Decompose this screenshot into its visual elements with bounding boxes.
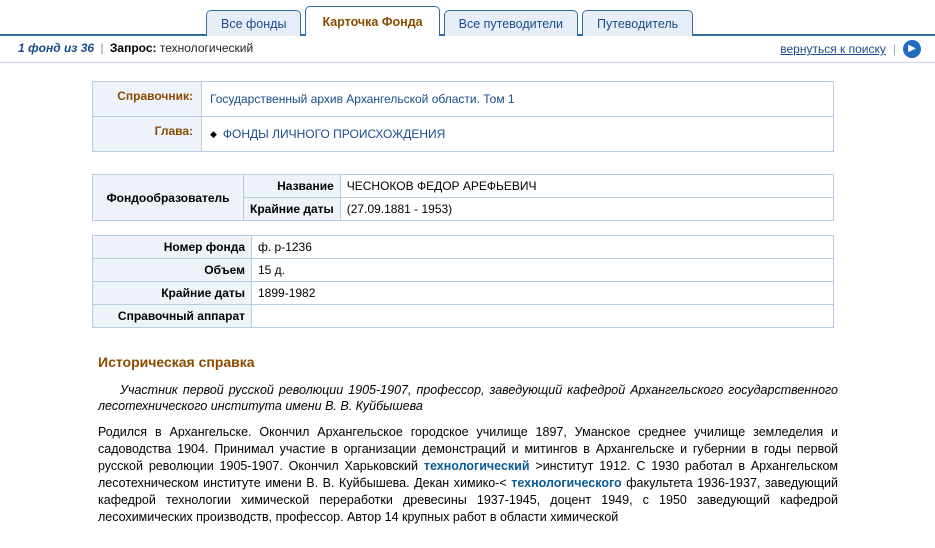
chapter-value-cell — [202, 117, 834, 152]
back-to-search-link[interactable]: вернуться к поиску — [780, 42, 886, 56]
fund-details-table — [92, 235, 834, 328]
creator-table — [92, 174, 834, 221]
tab-guide[interactable]: Путеводитель — [582, 10, 693, 36]
query-label: Запрос: — [109, 41, 157, 55]
table-row — [93, 282, 834, 305]
body-text-3: факультета 1936-1937, заведующий кафедрой технологии химической переработки древесины 1937-1945, доцент 1949, с 1950 заведующий кафедрой лесохимических производств, профессор. Автор 14 крупных работ в области химической — [98, 476, 838, 524]
reference-table — [92, 81, 834, 152]
search-summary — [18, 41, 253, 55]
fund-apparatus-value — [252, 305, 834, 328]
creator-row-label: Фондообразователь — [93, 175, 244, 221]
historical-note-body — [98, 424, 838, 526]
historical-note-lead: Участник первой русской революции 1905-1907, профессор, заведующий кафедрой Архангельского государственного лесотехнического института имени В. В. Куйбышева — [98, 383, 838, 413]
table-row — [93, 305, 834, 328]
summary-separator: | — [100, 41, 104, 55]
sub-header-actions — [780, 40, 921, 58]
tab-fund-card[interactable]: Карточка Фонда — [305, 6, 439, 36]
sub-header — [0, 36, 935, 63]
creator-name-label: Название — [244, 175, 341, 198]
highlight-term-2: технологического — [511, 476, 622, 490]
table-row — [93, 117, 834, 152]
tab-bar — [0, 0, 935, 36]
diamond-bullet-icon: ◆ — [210, 129, 217, 139]
body-text-2: >институт 1912. С 1930 работал в Архангельском лесотехническом институте имени В. В. Куйбышева. Декан химико-< — [98, 459, 838, 490]
content-area — [0, 81, 935, 526]
result-count: 1 фонд из 36 — [18, 41, 95, 55]
body-text-1: Родился в Архангельске. Окончил Архангельское городское училище 1897, Уманское среднее училище земледелия и садоводства 1904. Принимал участие в организации демонстраций и митингов в Архангельске и губернии в годы первой русской революции 1905-1907. Окончил Харьковский — [98, 425, 838, 473]
fund-dates-label: Крайние даты — [93, 282, 252, 305]
fund-apparatus-label: Справочный аппарат — [93, 305, 252, 328]
creator-dates-value: (27.09.1881 - 1953) — [340, 198, 833, 221]
table-row — [93, 82, 834, 117]
fund-number-value: ф. р-1236 — [252, 236, 834, 259]
actions-divider: | — [892, 42, 896, 56]
creator-dates-label: Крайние даты — [244, 198, 341, 221]
tab-all-funds[interactable]: Все фонды — [206, 10, 301, 36]
tab-all-guides[interactable]: Все путеводители — [444, 10, 578, 36]
query-value: технологический — [159, 41, 254, 55]
fund-volume-label: Объем — [93, 259, 252, 282]
fund-volume-value: 15 д. — [252, 259, 834, 282]
fund-dates-value: 1899-1982 — [252, 282, 834, 305]
highlight-term-1: технологический — [423, 459, 530, 473]
table-row — [93, 236, 834, 259]
guide-value[interactable]: Государственный архив Архангельской области. Том 1 — [202, 82, 834, 117]
fund-number-label: Номер фонда — [93, 236, 252, 259]
table-row — [93, 175, 834, 198]
chapter-value[interactable]: ФОНДЫ ЛИЧНОГО ПРОИСХОЖДЕНИЯ — [222, 127, 446, 141]
table-row — [93, 259, 834, 282]
next-arrow-icon[interactable]: ▶ — [903, 40, 921, 58]
guide-label: Справочник: — [93, 82, 202, 117]
chapter-label: Глава: — [93, 117, 202, 152]
historical-note — [98, 354, 838, 526]
historical-note-title: Историческая справка — [98, 354, 255, 370]
tab-list — [206, 6, 693, 36]
creator-name-value: ЧЕСНОКОВ ФЕДОР АРЕФЬЕВИЧ — [340, 175, 833, 198]
